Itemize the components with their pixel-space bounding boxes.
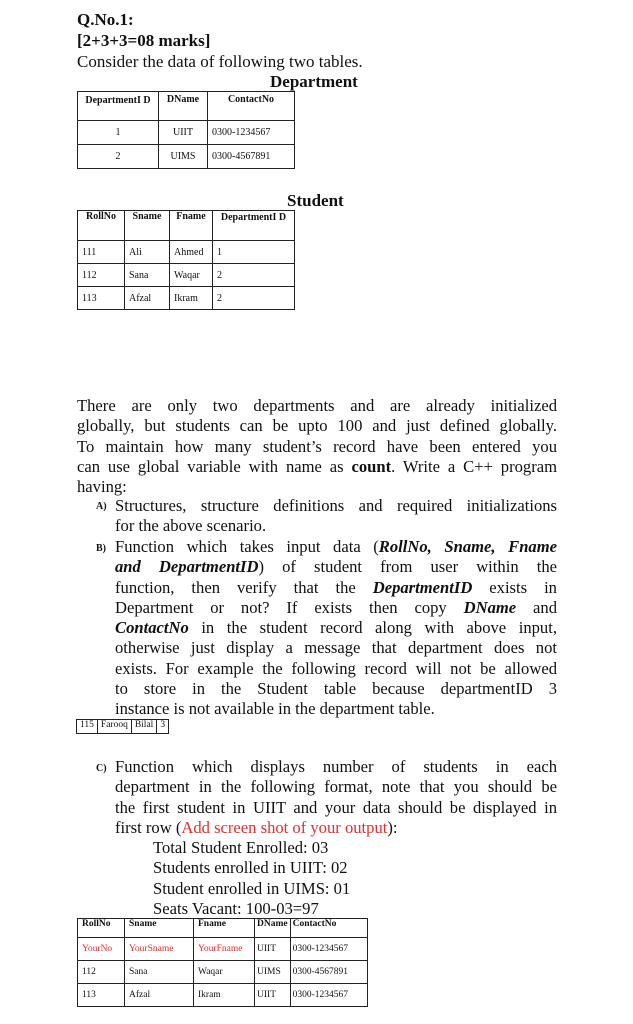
output-line: Seats Vacant: 100-03=97	[153, 898, 319, 918]
table-header: Sname	[125, 211, 170, 241]
table-cell: YourFname	[194, 938, 255, 961]
output-line: Students enrolled in UIIT: 02	[153, 858, 348, 878]
text-line: There are only two departments and are already initialized	[77, 396, 557, 415]
table-cell: Bilal	[131, 720, 156, 734]
text-line	[115, 818, 557, 838]
table-header: ContactNo	[290, 919, 367, 938]
example-record-table	[76, 719, 169, 734]
table-cell: Waqar	[194, 961, 255, 984]
table-cell: UIIT	[255, 984, 291, 1007]
table-cell: Ikram	[194, 984, 255, 1007]
table-header: DName	[159, 92, 208, 121]
table-cell: 0300-1234567	[290, 984, 367, 1007]
part-c-letter: C)	[96, 763, 107, 774]
table-cell: 2	[213, 264, 295, 287]
table-cell: 2	[78, 145, 159, 169]
text-line	[115, 618, 557, 638]
table-cell: Sana	[125, 961, 194, 984]
text-line: otherwise just display a message that department does not	[115, 638, 557, 658]
text-span: can use global variable with name as	[77, 456, 352, 476]
text-line: globally, but students can be upto 100 and just defined globally.	[77, 416, 557, 436]
text-line: Function which displays number of students in each	[115, 757, 557, 776]
text-line: department in the following format, note that you should be	[115, 777, 557, 797]
text-line	[115, 557, 557, 577]
text-span: in the student record along with above input,	[188, 618, 557, 638]
table-cell: 111	[78, 241, 125, 264]
table-cell: Waqar	[170, 264, 213, 287]
table-cell: UIMS	[255, 961, 291, 984]
table-cell: Afzal	[125, 287, 170, 310]
question-number: Q.No.1:	[77, 10, 134, 29]
table-header: DName	[255, 919, 291, 938]
student-table-title: Student	[287, 191, 344, 210]
text-line	[77, 457, 557, 477]
table-cell: Afzal	[125, 984, 194, 1007]
table-cell: YourSname	[125, 938, 194, 961]
table-header: RollNo	[78, 211, 125, 241]
part-a-text	[115, 496, 557, 537]
table-header: ContactNo	[208, 92, 295, 121]
count-keyword: count	[351, 456, 392, 476]
text-span: ):	[387, 817, 398, 837]
text-line: for the above scenario.	[115, 516, 267, 536]
text-emphasis: DepartmentID	[372, 577, 473, 597]
table-cell: UIMS	[159, 145, 208, 169]
table-cell: Farooq	[97, 720, 131, 734]
table-cell: 0300-1234567	[208, 121, 295, 145]
table-cell: 112	[78, 961, 125, 984]
text-line: the first student in UIIT and your data should be displayed in	[115, 797, 557, 817]
table-cell: 115	[77, 720, 98, 734]
text-line: To maintain how many student’s record have been entered you	[77, 436, 557, 456]
question-intro: Consider the data of following two tables.	[77, 52, 363, 71]
table-header: Fname	[170, 211, 213, 241]
table-header: DepartmentI D	[78, 92, 159, 121]
table-cell: 0300-1234567	[290, 938, 367, 961]
department-table	[77, 91, 295, 169]
student-table	[77, 210, 295, 310]
text-emphasis: ContactNo	[115, 618, 189, 638]
text-span: first row (	[115, 817, 182, 837]
text-span: ) of student from user within the	[258, 557, 557, 577]
table-cell: 2	[213, 287, 295, 310]
text-line: having:	[77, 477, 127, 497]
part-b-text	[115, 537, 557, 720]
text-span: function, then verify that the	[115, 577, 373, 597]
text-emphasis: and DepartmentID	[115, 557, 259, 577]
table-cell: UIIT	[255, 938, 291, 961]
text-line	[115, 598, 557, 618]
text-line: instance is not available in the department table.	[115, 699, 435, 719]
text-span: Function which takes input data (	[115, 537, 379, 556]
table-cell: UIIT	[159, 121, 208, 145]
output-summary	[153, 838, 350, 919]
table-header: RollNo	[78, 919, 125, 938]
table-header: Fname	[194, 919, 255, 938]
text-emphasis: DName	[463, 597, 517, 617]
table-cell: Ikram	[170, 287, 213, 310]
table-cell: 112	[78, 264, 125, 287]
text-line: exists. For example the following record will not be allowed	[115, 658, 557, 678]
output-line: Student enrolled in UIMS: 01	[153, 878, 351, 898]
part-b-letter: B)	[96, 543, 106, 554]
scenario-paragraph	[77, 396, 557, 497]
output-line: Total Student Enrolled: 03	[153, 838, 329, 857]
table-cell: Ali	[125, 241, 170, 264]
table-cell: 0300-4567891	[290, 961, 367, 984]
table-cell: 0300-4567891	[208, 145, 295, 169]
output-table	[77, 918, 368, 1007]
text-span: and	[516, 597, 558, 617]
table-cell: Ahmed	[170, 241, 213, 264]
text-line: to store in the Student table because departmentID 3	[115, 679, 557, 699]
text-emphasis: RollNo, Sname, Fname	[378, 537, 557, 556]
table-cell: 113	[78, 287, 125, 310]
text-line	[115, 537, 557, 557]
text-line: Structures, structure definitions and required initializations	[115, 496, 557, 515]
table-header: DepartmentI D	[213, 211, 295, 241]
table-cell: 1	[78, 121, 159, 145]
table-cell: 3	[157, 720, 169, 734]
table-cell: YourNo	[78, 938, 125, 961]
table-cell: 113	[78, 984, 125, 1007]
table-header: Sname	[125, 919, 194, 938]
part-a-letter: A)	[96, 501, 107, 512]
question-marks: [2+3+3=08 marks]	[77, 31, 211, 50]
screenshot-instruction: Add screen shot of your output	[181, 817, 388, 837]
text-span: . Write a C++ program	[391, 456, 558, 476]
text-span: exists in	[472, 577, 557, 597]
department-table-title: Department	[270, 72, 358, 91]
table-cell: Sana	[125, 264, 170, 287]
text-span: Department or not? If exists then copy	[115, 597, 464, 617]
part-c-text	[115, 757, 557, 838]
text-line	[115, 578, 557, 598]
table-cell: 1	[213, 241, 295, 264]
